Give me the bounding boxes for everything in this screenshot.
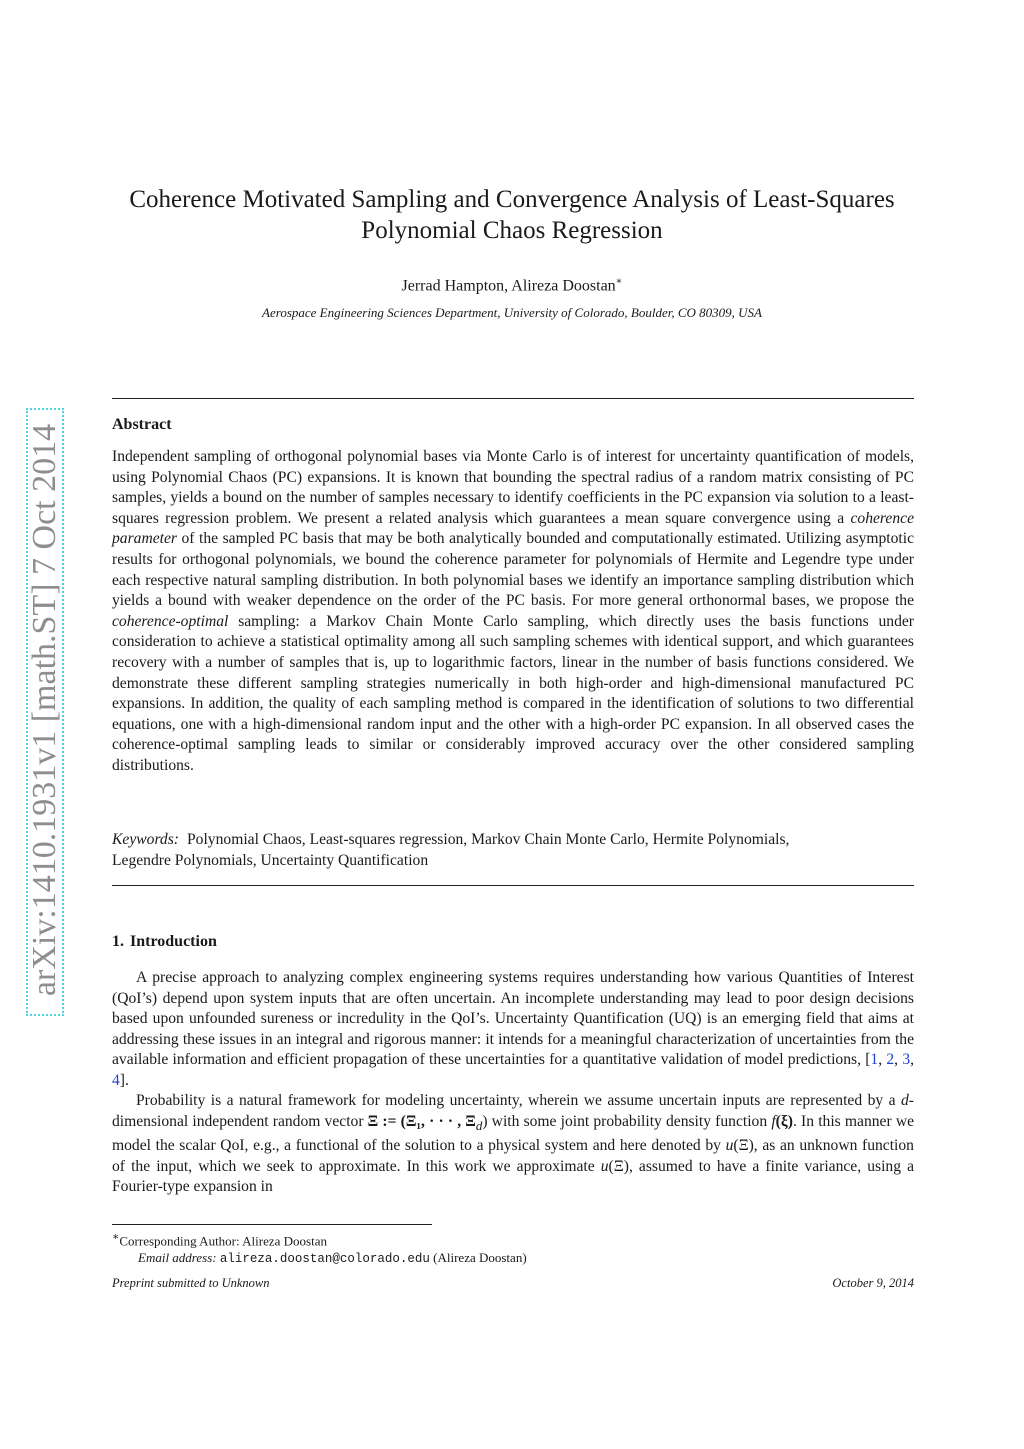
math-u-arg: (Ξ)	[733, 1137, 754, 1155]
footnote	[112, 1229, 527, 1268]
math-xi: (ξ)	[775, 1112, 793, 1130]
intro-p2-c: ) with some joint probability density function	[482, 1112, 772, 1130]
abstract-emphasis-1: coherence parameter	[112, 509, 914, 548]
abstract-text-1: Independent sampling of orthogonal polynomial bases via Monte Carlo is of interest for uncertainty quantification of models, using Polynomial Chaos (PC) expansions. It is known that bounding the spectral radius of a random matrix consisting of PC samples, yields a bound on the number of samples necessary to identify coefficients in the PC expansion via solution to a least-squares regression problem. We present a related analysis which guarantees a mean square convergence using a	[112, 448, 914, 527]
abstract-body	[112, 447, 914, 777]
email-address[interactable]: alireza.doostan@colorado.edu	[219, 1252, 430, 1267]
affiliation: Aerospace Engineering Sciences Department, University of Colorado, Boulder, CO 80309, USA	[262, 305, 762, 320]
footer-date: October 9, 2014	[832, 1276, 914, 1290]
citation-link[interactable]: 2	[886, 1051, 895, 1069]
abstract-bottom-rule	[112, 885, 914, 886]
math-random-vector: Ξ := (Ξ₁, · · · , Ξ	[367, 1112, 476, 1130]
footnote-line-2	[112, 1249, 527, 1268]
title-line-2: Polynomial Chaos Regression	[361, 217, 663, 244]
title-line-1: Coherence Motivated Sampling and Convergence Analysis of Least-Squares	[129, 186, 895, 213]
abstract-heading: Abstract	[112, 416, 172, 433]
abstract-text-3: sampling: a Markov Chain Monte Carlo sampling, which directly uses the basis functions under consideration to achieve a statistical optimality among all such sampling schemes with identical support, and which guarantees recovery with a number of samples that is, up to logarithmic factors, linear in the number of basis functions considered. We demonstrate these different sampling strategies numerically in both high-order and high-dimensional manufactured PC expansions. In addition, the quality of each sampling method is compared in the identification of solutions to two differential equations, one with a high-dimensional random input and the other with a high-order PC expansion. In all observed cases the coherence-optimal sampling leads to similar or considerably improved accuracy over the other considered sampling distributions.	[112, 612, 914, 774]
citation-link[interactable]: 1	[870, 1051, 879, 1069]
intro-p1-end: ].	[119, 1071, 129, 1089]
abstract-emphasis-2: coherence-optimal	[112, 612, 229, 630]
intro-p2-e: . In this manner we model the scalar QoI, e.g., a functional of the solution to a physical system and here denoted by	[112, 1112, 914, 1155]
author-list	[112, 276, 912, 295]
keywords	[112, 829, 852, 871]
email-label: Email address:	[138, 1250, 217, 1266]
math-d-subscript: d	[475, 1117, 483, 1133]
section-number: 1.	[112, 933, 124, 950]
intro-p2-a: Probability is a natural framework for modeling uncertainty, wherein we assume uncertain inputs are represented by a	[136, 1092, 901, 1109]
section-heading-introduction	[112, 933, 217, 951]
footnote-mark: ∗	[112, 1231, 120, 1243]
section-title: Introduction	[130, 933, 217, 950]
intro-p2-b: -dimensional independent random vector	[112, 1092, 914, 1130]
abstract-top-rule	[112, 398, 914, 399]
citation-sep: ,	[894, 1051, 903, 1069]
intro-p2-g: , as an unknown function of the input, which we seek to approximate. In this work we approximate	[112, 1137, 914, 1175]
corresponding-author-mark[interactable]: ∗	[615, 276, 623, 287]
intro-paragraph-1	[112, 968, 914, 1092]
email-owner: (Alireza Doostan)	[433, 1250, 527, 1266]
intro-paragraph-2	[112, 1091, 914, 1198]
math-u: u	[600, 1157, 609, 1175]
intro-p2-h: , assumed to have a finite variance, using a Fourier-type expansion in	[112, 1157, 915, 1196]
paper-title	[100, 184, 924, 246]
intro-p1-text: A precise approach to analyzing complex engineering systems requires understanding how various Quantities of Interest (QoI’s) depend upon system inputs that are often uncertain. An incomplete understanding may lead to poor design decisions based upon unfounded sureness or incredulity in the QoI’s. Uncertainty Quantification (UQ) is an emerging field that aims at addressing these issues in an integral and rigorous manner: it intends for a meaningful characterization of uncertainties from the available information and efficient propagation of these uncertainties for a quantitative validation of model predictions, [	[112, 969, 914, 1069]
abstract-text-2: of the sampled PC basis that may be both analytically bounded and computationally estimated. Utilizing asymptotic results for orthogonal polynomials, we bound the coherence parameter for polynomials of Hermite and Legendre type under each respective natural sampling distribution. In both polynomial bases we identify an importance sampling distribution which yields a bound with weaker dependence on the order of the PC basis. For more general orthonormal bases, we propose the	[112, 530, 915, 610]
corresponding-author: Corresponding Author: Alireza Doostan	[119, 1233, 327, 1249]
footnote-line-1	[112, 1229, 527, 1249]
citation-sep: ,	[878, 1051, 887, 1069]
math-u-arg: (Ξ)	[608, 1157, 629, 1175]
math-d: d	[901, 1092, 909, 1109]
citation-sep: ,	[910, 1051, 915, 1069]
authors-text: Jerrad Hampton, Alireza Doostan	[401, 277, 616, 295]
citation-link[interactable]: 4	[112, 1071, 120, 1089]
keywords-text: Polynomial Chaos, Least-squares regression, Markov Chain Monte Carlo, Hermite Polynomials, Legendre Polynomials, Uncertainty Quantification	[112, 831, 790, 869]
math-u: u	[725, 1137, 734, 1155]
math-f: f	[771, 1112, 776, 1130]
arxiv-identifier[interactable]: arXiv:1410.1931v1 [math.ST] 7 Oct 2014	[26, 423, 63, 997]
keywords-label: Keywords:	[112, 831, 179, 848]
preprint-note: Preprint submitted to Unknown	[112, 1276, 270, 1290]
footnote-rule	[112, 1224, 432, 1225]
citation-link[interactable]: 3	[902, 1051, 911, 1069]
